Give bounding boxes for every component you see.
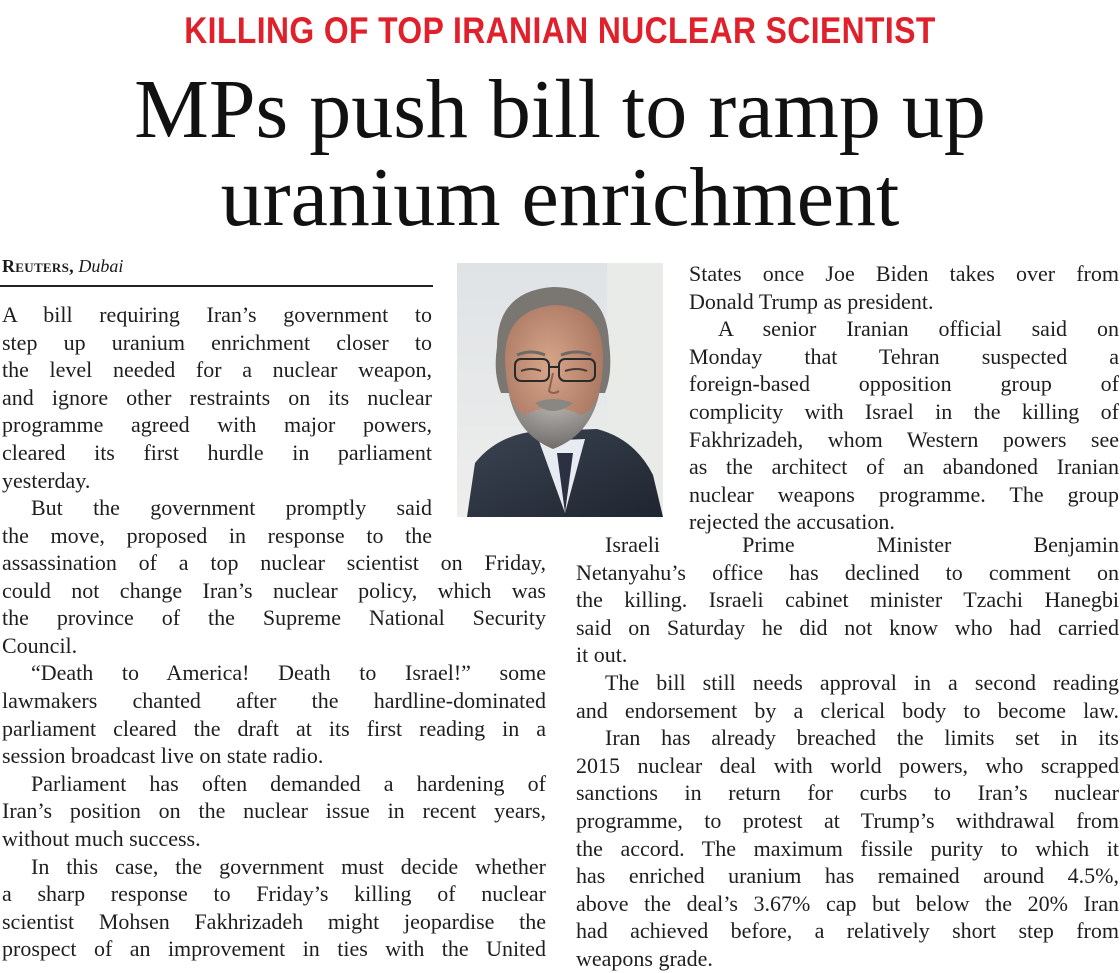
text-line: had achieved before, a relatively short step from xyxy=(576,918,1119,944)
text-line: A bill requiring Iran’s government to xyxy=(2,302,432,327)
text-line: and endorsement by a clerical body to become law. xyxy=(576,697,1119,723)
text-line: it out. xyxy=(576,642,628,668)
text-line: yesterday. xyxy=(2,467,91,493)
text-line: foreign-based opposition group of xyxy=(689,371,1119,397)
byline-place: Dubai xyxy=(78,256,124,276)
text-line: sanctions in return for curbs to Iran’s nuclear xyxy=(576,780,1119,806)
column-d xyxy=(576,531,1119,973)
text-line: Parliament has often demanded a hardening of xyxy=(31,770,546,796)
text-line: programme, to protest at Trump’s withdrawal from xyxy=(576,807,1119,833)
column-c xyxy=(689,260,1119,536)
portrait-photo xyxy=(457,263,663,517)
text-line: the level needed for a nuclear weapon, xyxy=(2,357,432,383)
text-line: Fakhrizadeh, whom Western powers see xyxy=(689,426,1119,452)
text-line: above the deal’s 3.67% cap but below the 20% Iran xyxy=(576,890,1119,916)
text-line: scientist Mohsen Fakhrizadeh might jeopardise the xyxy=(2,908,546,934)
text-line: nuclear weapons programme. The group xyxy=(689,481,1119,507)
column-a xyxy=(2,301,432,549)
text-line: lawmakers chanted after the hardline-dominated xyxy=(2,687,546,713)
text-line: In this case, the government must decide whether xyxy=(31,853,546,879)
text-line: could not change Iran’s nuclear policy, which was xyxy=(2,577,546,603)
text-line: assassination of a top nuclear scientist on Friday, xyxy=(2,550,546,575)
text-line: Monday that Tehran suspected a xyxy=(689,343,1119,369)
text-line: session broadcast live on state radio. xyxy=(2,743,324,769)
text-line: and ignore other restraints on its nuclear xyxy=(2,384,432,410)
text-line: a sharp response to Friday’s killing of nuclear xyxy=(2,881,546,907)
text-line: rejected the accusation. xyxy=(689,509,895,535)
text-line: prospect of an improvement in ties with the United xyxy=(2,936,546,962)
text-line: parliament cleared the draft at its first reading in a xyxy=(2,715,546,741)
text-line: step up uranium enrichment closer to xyxy=(2,329,432,355)
text-line: 2015 nuclear deal with world powers, who scrapped xyxy=(576,752,1119,778)
text-line: said on Saturday he did not know who had carried xyxy=(576,614,1119,640)
headline-line-2: uranium enrichment xyxy=(220,151,900,244)
text-line: Council. xyxy=(2,632,78,658)
text-line: Netanyahu’s office has declined to comment on xyxy=(576,559,1119,585)
text-line: programme agreed with major powers, xyxy=(2,412,432,438)
text-line: The bill still needs approval in a second reading xyxy=(605,669,1119,695)
text-line: the killing. Israeli cabinet minister Tzachi Hanegbi xyxy=(576,587,1119,613)
text-line: the province of the Supreme National Security xyxy=(2,605,546,631)
headline-line-1: MPs push bill to ramp up xyxy=(134,63,986,156)
text-line: complicity with Israel in the killing of xyxy=(689,398,1119,424)
text-line: cleared its first hurdle in parliament xyxy=(2,439,432,465)
text-line: Donald Trump as president. xyxy=(689,288,934,314)
byline-agency: Reuters, xyxy=(2,256,74,276)
text-line: A senior Iranian official said on xyxy=(718,316,1119,342)
text-line: has enriched uranium has remained around 4.5%, xyxy=(576,863,1119,889)
text-line: weapons grade. xyxy=(576,945,713,971)
text-line: as the architect of an abandoned Iranian xyxy=(689,454,1119,480)
column-b xyxy=(2,549,546,963)
text-line: Iran’s position on the nuclear issue in recent years, xyxy=(2,798,546,824)
text-line: the accord. The maximum fissile purity to which it xyxy=(576,835,1119,861)
text-line: But the government promptly said xyxy=(31,495,432,521)
text-line: without much success. xyxy=(2,825,201,851)
portrait-photo-icon xyxy=(457,263,663,517)
byline xyxy=(2,256,123,277)
headline xyxy=(0,63,1120,244)
text-line: the move, proposed in response to the xyxy=(2,522,432,548)
section-kicker: KILLING OF TOP IRANIAN NUCLEAR SCIENTIST xyxy=(184,10,936,51)
text-line: States once Joe Biden takes over from xyxy=(689,261,1119,286)
text-line: Iran has already breached the limits set in its xyxy=(605,725,1119,751)
byline-rule xyxy=(0,285,433,287)
text-line: “Death to America! Death to Israel!” some xyxy=(31,660,546,686)
text-line: Israeli Prime Minister Benjamin xyxy=(605,532,1119,557)
